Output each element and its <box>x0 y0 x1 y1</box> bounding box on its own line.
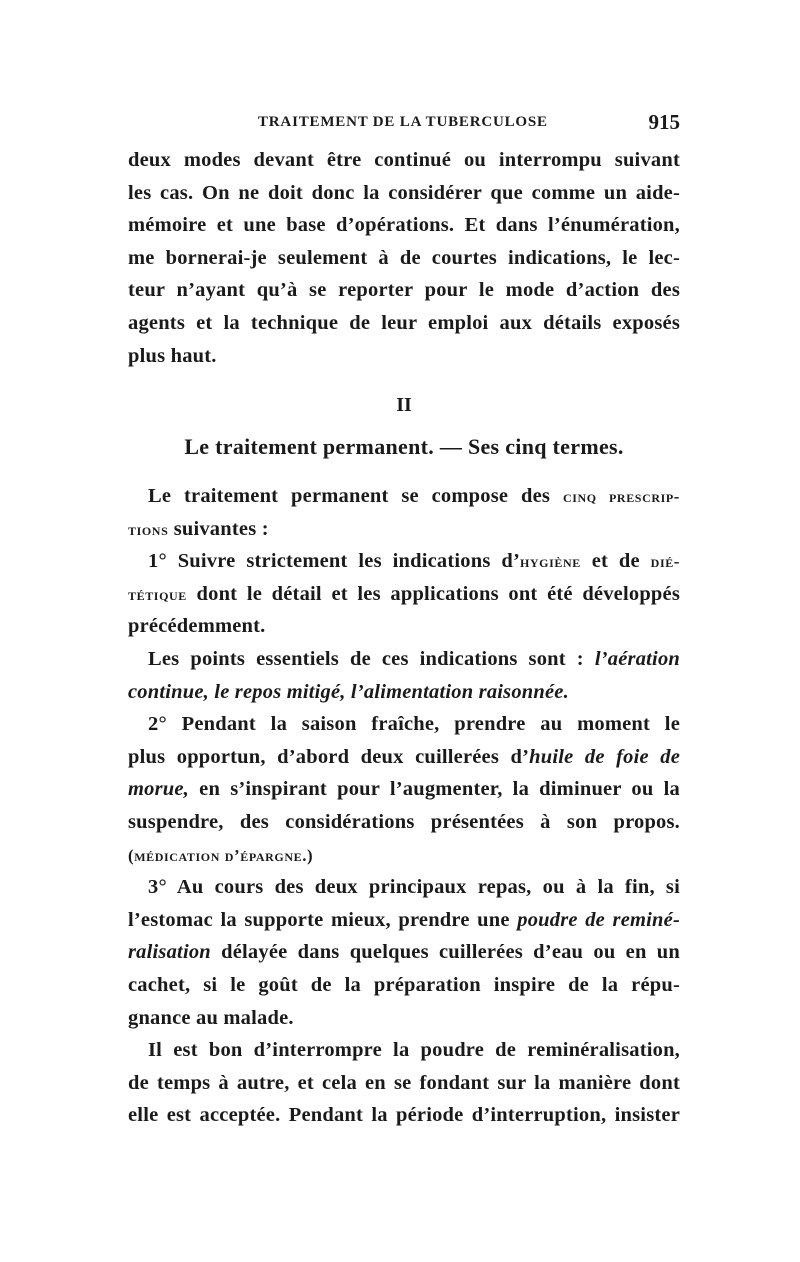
text-line: les cas. On ne doit donc la considérer que comme un aide- <box>128 181 680 204</box>
text-line: elle est acceptée. Pendant la période d’interruption, insister <box>128 1104 680 1127</box>
text-line: deux modes devant être continué ou interrompu suivant <box>128 149 680 171</box>
text-line: ralisation délayée dans quelques cuillerées d’eau ou en un <box>128 941 680 964</box>
text-line: plus opportun, d’abord deux cuillerées d’huile de foie de <box>128 745 680 768</box>
text-line: (médication d’épargne.) <box>128 845 314 865</box>
text-line: l’estomac la supporte mieux, prendre une poudre de reminé- <box>128 908 680 931</box>
text-line: gnance au malade. <box>128 1006 294 1029</box>
text-line: 3° Au cours des deux principaux repas, ou à la fin, si <box>148 876 680 899</box>
text-line: 1° Suivre strictement les indications d’hygiène et de dié- <box>148 550 681 573</box>
page-number: 915 <box>648 110 680 134</box>
text-line: tions suivantes : <box>128 517 269 540</box>
body-text <box>128 480 680 1132</box>
text-line: Le traitement permanent se compose des cinq prescrip- <box>148 485 680 507</box>
section-number: II <box>396 394 412 416</box>
text-line: morue, en s’inspirant pour l’augmenter, la diminuer ou la <box>128 778 680 801</box>
text-line: me bornerai-je seulement à de courtes indications, le lec- <box>128 246 680 269</box>
text-line: continue, le repos mitigé, l’alimentation raisonnée. <box>128 680 569 703</box>
text-line: précédemment. <box>128 615 266 638</box>
text-line: agents et la technique de leur emploi aux détails exposés <box>128 311 680 334</box>
text-line: mémoire et une base d’opérations. Et dans l’énumération, <box>128 214 680 237</box>
text-line: tétique dont le détail et les applications ont été développés <box>128 582 681 605</box>
text-line: Les points essentiels de ces indications sont : l’aération <box>148 647 681 670</box>
text-line: teur n’ayant qu’à se reporter pour le mode d’action des <box>128 279 680 302</box>
text-line: de temps à autre, et cela en se fondant sur la manière dont <box>128 1071 680 1094</box>
text-line: plus haut. <box>128 344 217 367</box>
page-header <box>128 112 680 142</box>
text-line: Il est bon d’interrompre la poudre de reminéralisation, <box>148 1039 680 1062</box>
text-line: suspendre, des considérations présentées à son propos. <box>128 810 680 833</box>
intro-paragraph <box>128 144 680 372</box>
text-line: cachet, si le goût de la préparation inspire de la répu- <box>128 973 680 996</box>
text-line: 2° Pendant la saison fraîche, prendre au moment le <box>148 713 680 736</box>
running-title: TRAITEMENT DE LA TUBERCULOSE <box>258 114 548 130</box>
section-title: Le traitement permanent. — Ses cinq termes. <box>184 434 624 459</box>
